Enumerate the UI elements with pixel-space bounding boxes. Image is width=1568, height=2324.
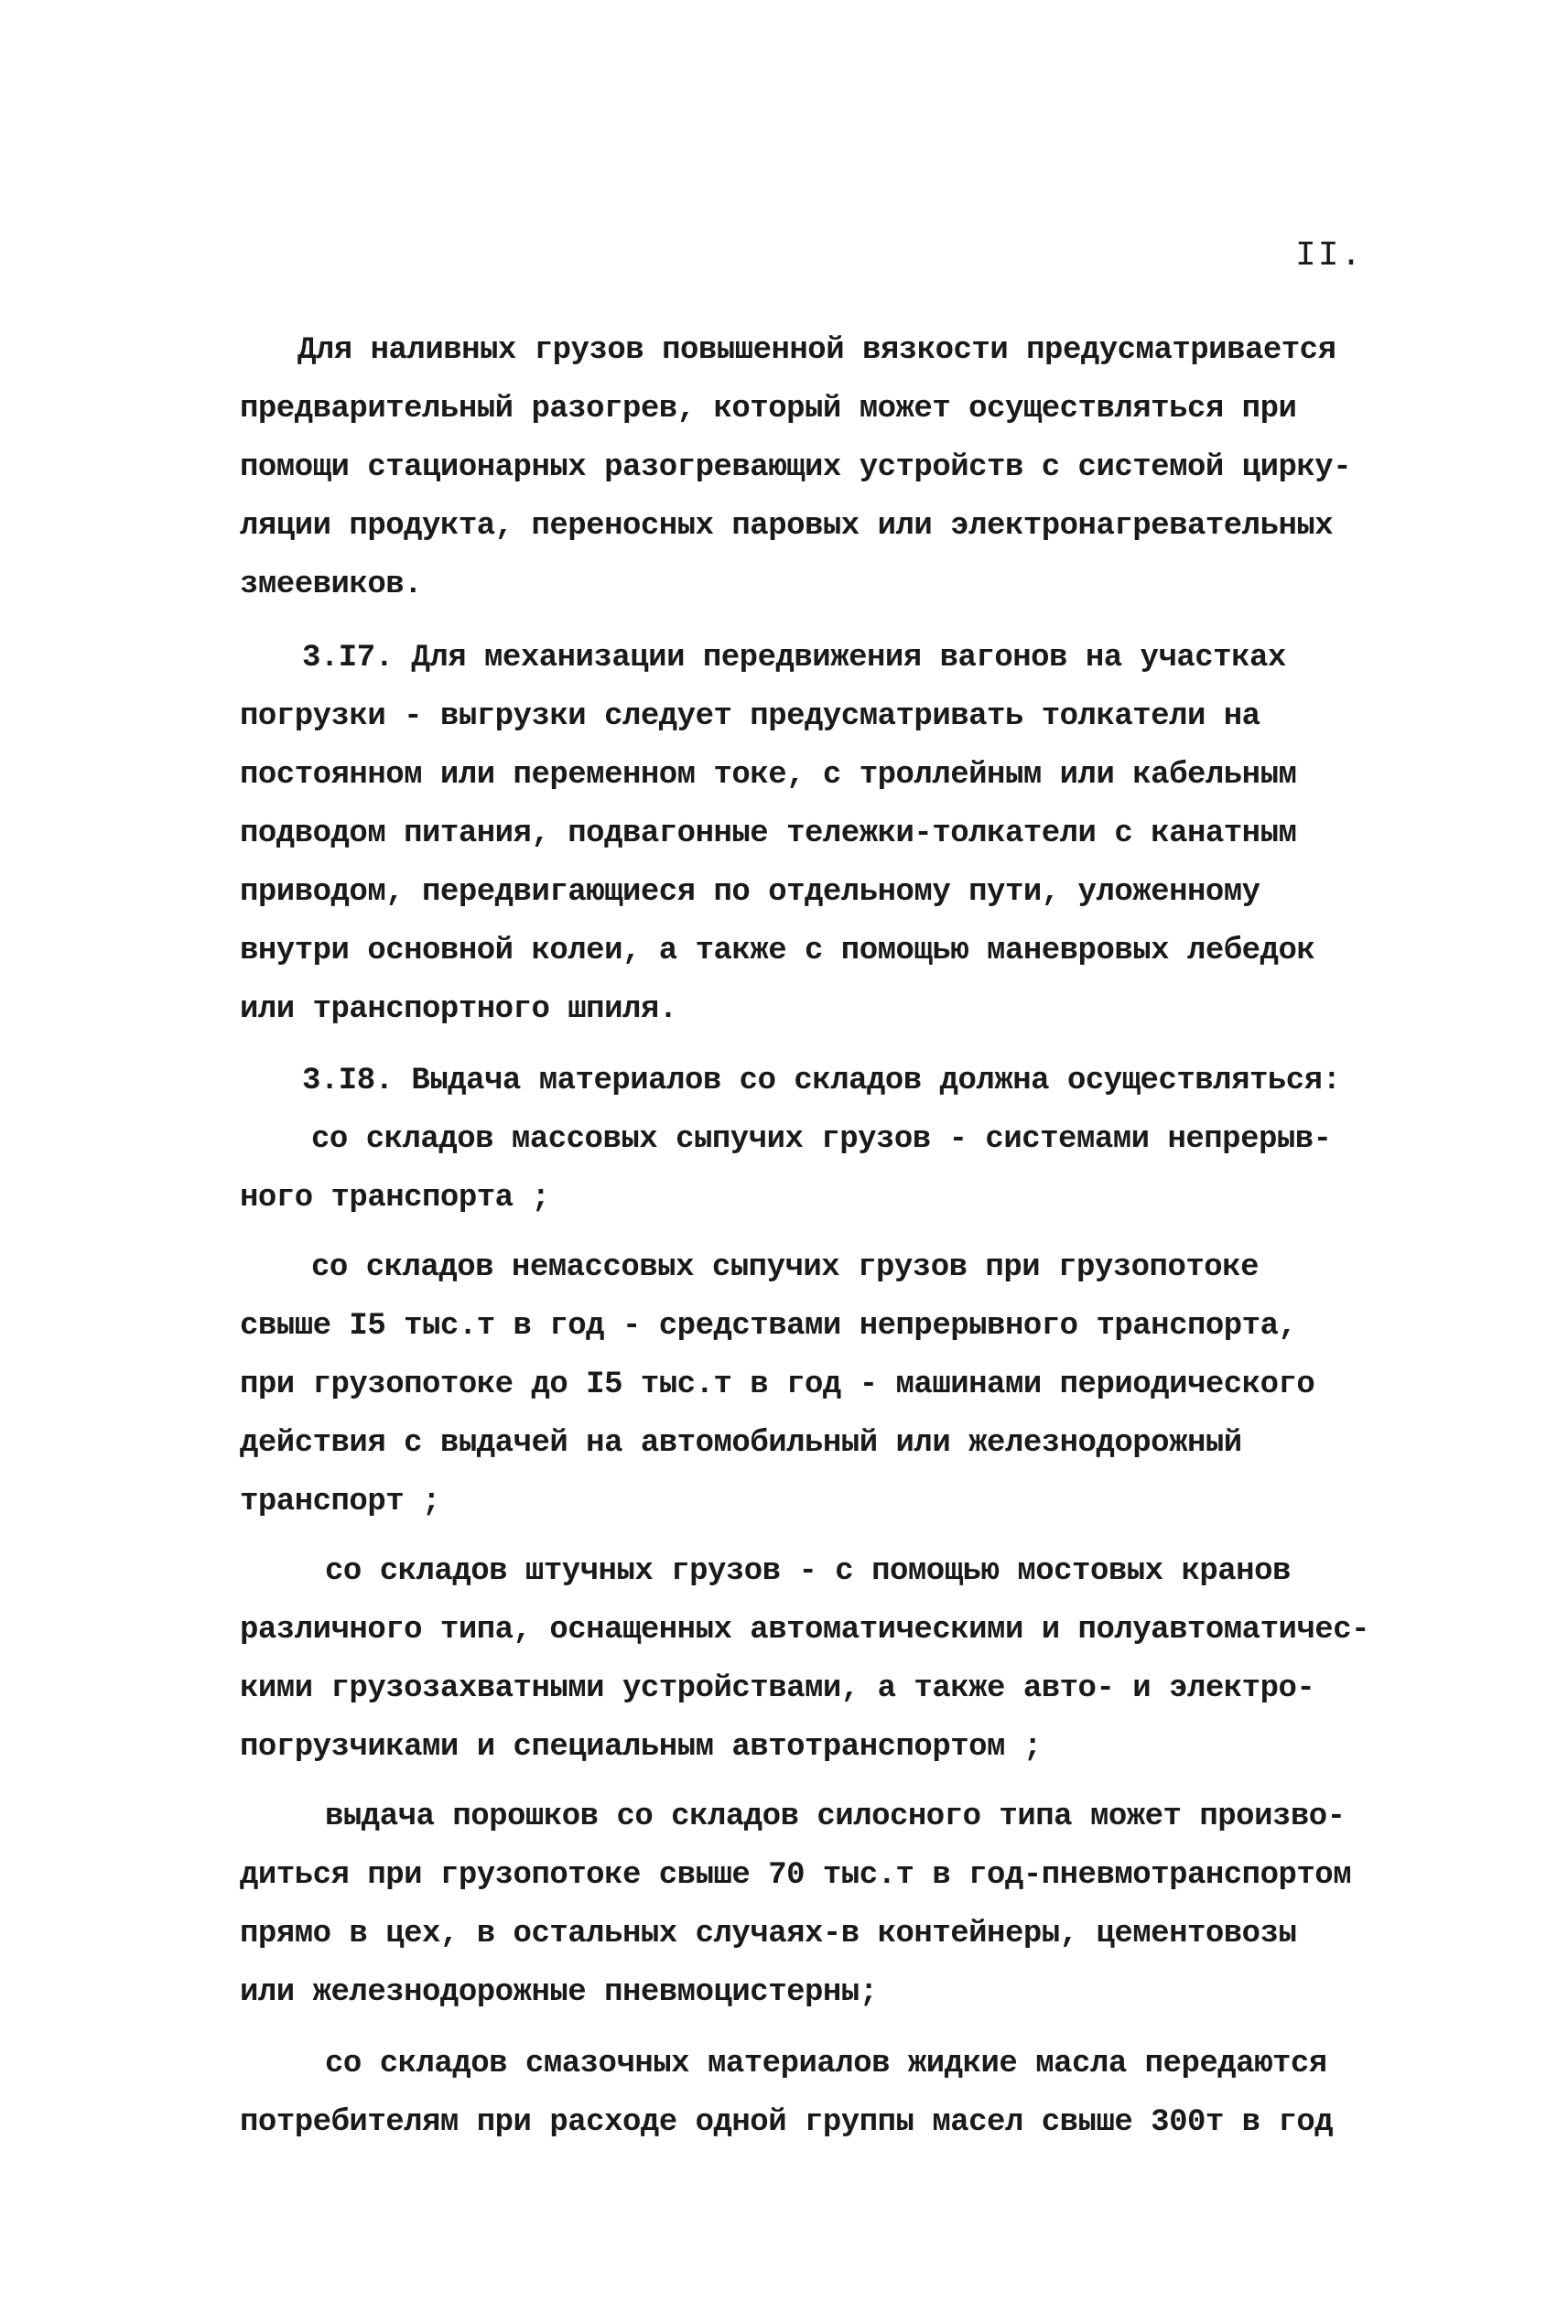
text-line: со складов штучных грузов - с помощью мостовых кранов: [325, 1554, 1291, 1589]
text-line: ного транспорта ;: [240, 1181, 550, 1216]
text-line: действия с выдачей на автомобильный или железнодорожный: [240, 1426, 1242, 1461]
text-line: внутри основной колеи, а также с помощью маневровых лебедок: [240, 934, 1315, 968]
text-line: потребителям при расходе одной группы масел свыше 300т в год: [240, 2105, 1334, 2140]
text-line: погрузки - выгрузки следует предусматривать толкатели на: [240, 699, 1260, 734]
text-line: транспорт ;: [240, 1485, 440, 1519]
section-3-18-start: 3.I8. Выдача материалов со складов должна осуществляться:: [302, 1064, 1341, 1098]
section-3-17-start: 3.I7. Для механизации передвижения вагонов на участках: [302, 641, 1286, 676]
text-line: со складов смазочных материалов жидкие масла передаются: [325, 2047, 1327, 2081]
text-line: погрузчиками и специальным автотранспортом ;: [240, 1730, 1042, 1765]
text-line: при грузопотоке до I5 тыс.т в год - машинами периодического: [240, 1367, 1315, 1402]
text-line: свыше I5 тыс.т в год - средствами непрерывного транспорта,: [240, 1309, 1297, 1344]
text-line: подводом питания, подвагонные тележки-толкатели с канатным: [240, 816, 1297, 851]
text-line: змеевиков.: [240, 567, 423, 602]
page-number: II.: [1295, 236, 1364, 276]
text-line: помощи стационарных разогревающих устройств с системой цирку-: [240, 450, 1352, 485]
text-line: выдача порошков со складов силосного типа может произво-: [325, 1800, 1346, 1834]
text-line: диться при грузопотоке свыше 70 тыс.т в год-пневмотранспортом: [240, 1858, 1352, 1893]
text-line: или железнодорожные пневмоцистерны;: [240, 1975, 878, 2010]
text-line: прямо в цех, в остальных случаях-в контейнеры, цементовозы: [240, 1917, 1297, 1951]
text-line: постоянном или переменном токе, с троллейным или кабельным: [240, 758, 1297, 793]
text-line: приводом, передвигающиеся по отдельному пути, уложенному: [240, 875, 1260, 910]
text-line: ляции продукта, переносных паровых или электронагревательных: [240, 509, 1334, 544]
text-line: кими грузозахватными устройствами, а также авто- и электро-: [240, 1671, 1315, 1706]
text-line: со складов массовых сыпучих грузов - системами непрерыв-: [311, 1122, 1332, 1157]
text-line: различного типа, оснащенных автоматическими и полуавтоматичес-: [240, 1613, 1370, 1648]
text-line: предварительный разогрев, который может осуществляться при: [240, 392, 1297, 427]
text-line: со складов немассовых сыпучих грузов при грузопотоке: [311, 1250, 1259, 1285]
text-line: или транспортного шпиля.: [240, 992, 677, 1027]
text-line: Для наливных грузов повышенной вязкости предусматривается: [297, 333, 1336, 368]
